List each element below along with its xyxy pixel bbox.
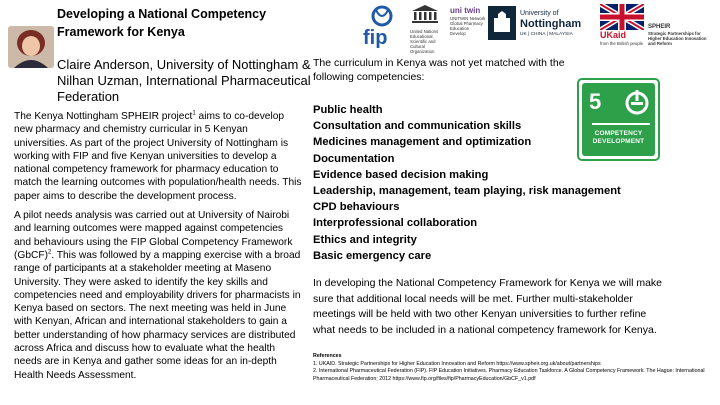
- intro-paragraph: [14, 110, 302, 203]
- author-photo: [8, 26, 54, 68]
- list-item: Medicines management and optimization: [313, 136, 532, 149]
- fip-logo-text: fip: [363, 27, 388, 48]
- uon-line3: UK | CHINA | MALAYSIA: [520, 32, 573, 37]
- intro-citation: 1: [192, 110, 196, 117]
- list-item: Documentation: [313, 152, 395, 165]
- spheir-title: SPHEIR: [648, 24, 671, 30]
- intro-text-b: aims to co-develop new pharmacy and chemistry curricular in 5 Kenyan universities. As part of the project University of Nottingham is working with FIP and five Kenyan universities to develop a national competency framework for pharmacy education to match the learning outcomes with population/health needs. This paper aims to describe the development process.: [14, 111, 302, 202]
- closing-paragraph: In developing the National Competency Framework for Kenya we will make sure that additional local needs will be met. Further multi-stakeholder meetings will be held with two other Kenyan universities to further refine what needs to be included in a national competency framework for Kenya.: [313, 277, 662, 337]
- list-item: Evidence based decision making: [313, 168, 489, 181]
- unitwin-logo: [450, 6, 486, 46]
- uon-line1: University of: [520, 10, 559, 17]
- method-citation: 2: [47, 249, 52, 256]
- references-title: References: [313, 353, 342, 359]
- spheir-caption: Strategic Partnerships for Higher Education Innovation and Reform: [648, 31, 707, 46]
- university-of-nottingham-logo: [488, 4, 598, 48]
- unitwin-text: uni twin: [450, 6, 481, 15]
- poster-title: Developing a National Competency Framework for Kenya: [57, 7, 267, 39]
- badge-number: 5: [589, 89, 602, 114]
- ukaid-logo: [600, 4, 646, 48]
- left-column: [14, 110, 302, 388]
- partner-logos: [360, 2, 716, 54]
- spheir-logo: [648, 24, 716, 50]
- list-item: Interprofessional collaboration: [313, 217, 478, 230]
- list-item: CPD behaviours: [313, 201, 400, 214]
- list-item: Public health: [313, 104, 383, 116]
- list-item: Consultation and communication skills: [313, 120, 522, 133]
- competency-development-badge: [577, 78, 660, 161]
- list-item: Ethics and integrity: [313, 233, 417, 246]
- badge-background: [582, 83, 655, 156]
- method-paragraph: [14, 209, 302, 382]
- method-text-a: A pilot needs analysis was carried out at University of Nairobi and learning outcomes were mapped against competencies and behaviours using the FIP Global Competency Framework (GbCF): [14, 210, 293, 261]
- author-line: Claire Anderson, University of Nottingham & Nilhan Uzman, International Pharmaceutical Federation: [57, 57, 311, 104]
- fip-logo: [360, 2, 406, 48]
- method-text-b: . This was followed by a mapping exercise with a broad range of participants at a stakeholder meeting at Maseno University. They were asked to identify the key skills and competencies need and employability drivers for pharmacists in Kenya based on sectors. The next meeting was held in June with Kenyan, African and international stakeholders to gain a better understanding of how pharmacy services are distributed across Africa and discuss how to evaluate what the health needs are in Kenya and gather some ideas for an in-depth Health Needs Assessment.: [14, 249, 301, 381]
- references-block: [313, 353, 713, 383]
- ukaid-caption: from the British people: [600, 41, 643, 46]
- uon-line2: Nottingham: [520, 18, 582, 30]
- intro-text-a: The Kenya Nottingham SPHEIR project: [14, 111, 193, 122]
- list-item: Basic emergency care: [313, 249, 432, 262]
- badge-label: COMPETENCY DEVELOPMENT: [592, 130, 645, 145]
- badge-divider: [592, 123, 650, 125]
- competency-intro: The curriculum in Kenya was not yet matched with the following competencies:: [313, 57, 565, 83]
- unesco-caption: United Nations Educational, Scientific and Cultural Organization: [410, 29, 439, 54]
- power-icon: [622, 87, 652, 117]
- list-item: Leadership, management, team playing, risk management: [313, 185, 621, 198]
- unitwin-caption: UNITWIN Network Global Pharmacy Education Develop: [450, 16, 486, 36]
- reference-item: 2. International Pharmaceutical Federation (FIP). FIP Education Initiatives. Pharmacy Education Taskforce. A Global Competency Framework. The Hague: International Pharmaceutical Federation; 2012 https://www.fip.org/files/fip/PharmacyEducation/GbCF_v1.pdf: [313, 368, 705, 382]
- reference-item: 1. UKAID. Strategic Partnerships for Higher Education Innovation and Reform https://www.spheir.org.uk/about/partnerships: [313, 360, 601, 367]
- ukaid-text: UKaid: [600, 30, 627, 40]
